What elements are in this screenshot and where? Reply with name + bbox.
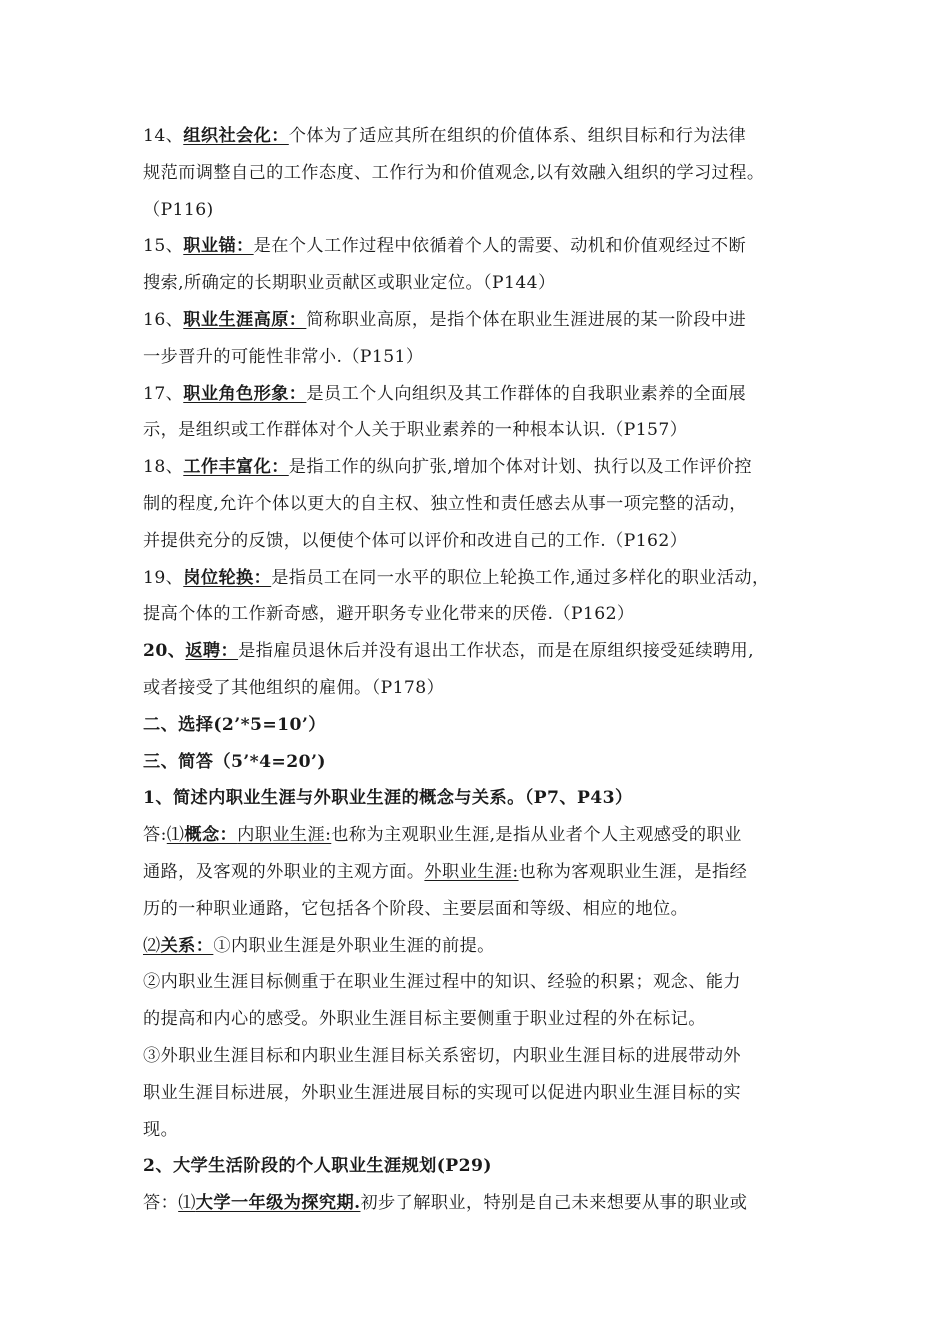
definition-text: 是在个人工作过程中依循着个人的需要、动机和价值观经过不断 (253, 236, 747, 257)
q1-answer-line-1 (143, 817, 813, 854)
item-number: 15、 (143, 236, 184, 257)
item-number: 17、 (143, 383, 184, 404)
q2-answer-line-1 (143, 1185, 813, 1222)
item-14-line-1 (143, 118, 813, 155)
item-18-line-2: 制的程度,允许个体以更大的自主权、独立性和责任感去从事一项完整的活动， (143, 493, 747, 514)
q1-relation-line-5: 职业生涯目标进展，外职业生涯进展目标的实现可以促进内职业生涯目标的实 (143, 1082, 741, 1103)
q1-relation-line-1 (143, 928, 813, 965)
circled-number: ⑵ (143, 935, 161, 956)
answer-text: ①内职业生涯是外职业生涯的前提。 (213, 935, 495, 956)
definition-text: 是指雇员退休后并没有退出工作状态，而是在原组织接受延续聘用, (238, 641, 754, 662)
inner-career-term: 内职业生涯: (237, 825, 332, 846)
definition-text: 简称职业高原，是指个体在职业生涯进展的某一阶段中进 (306, 309, 747, 330)
definition-text: 是指工作的纵向扩张,增加个体对计划、执行以及工作评价控 (288, 457, 752, 478)
section-heading-short-answer: 三、简答（5’*4=20’) (143, 751, 326, 772)
item-15-line-2: 搜索,所确定的长期职业贡献区或职业定位。（P144） (143, 273, 556, 294)
item-number: 19、 (143, 567, 184, 588)
item-18-line-3: 并提供充分的反馈，以便使个体可以评价和改进自己的工作.（P162） (143, 530, 688, 551)
item-number: 20、 (143, 641, 186, 662)
answer-prefix: 答: (143, 825, 167, 846)
answer-text: 通路，及客观的外职业的主观方面。 (143, 861, 425, 882)
item-16-line-1 (143, 302, 813, 339)
item-number: 18、 (143, 457, 184, 478)
item-20-line-1 (143, 633, 813, 670)
item-17-line-1 (143, 376, 813, 413)
circled-number: ⑴ (178, 1193, 196, 1214)
question-2-title: 2、大学生活阶段的个人职业生涯规划(P29) (143, 1156, 492, 1177)
q1-relation-line-2: ②内职业生涯目标侧重于在职业生涯过程中的知识、经验的积累；观念、能力 (143, 972, 741, 993)
item-15-line-1 (143, 228, 813, 265)
q1-answer-line-2 (143, 854, 813, 891)
outer-career-term: 外职业生涯: (424, 861, 519, 882)
answer-prefix: 答： (143, 1193, 179, 1214)
answer-text: 初步了解职业，特别是自己未来想要从事的职业或 (360, 1193, 748, 1214)
section-heading-choice: 二、选择(2’*5=10’） (143, 714, 326, 735)
definition-text: 是员工个人向组织及其工作群体的自我职业素养的全面展 (306, 383, 747, 404)
q1-relation-line-3: 的提高和内心的感受。外职业生涯目标主要侧重于职业过程的外在标记。 (143, 1009, 706, 1030)
item-14-line-3: （P116) (143, 199, 214, 220)
q1-relation-line-4: ③外职业生涯目标和内职业生涯目标关系密切，内职业生涯目标的进展带动外 (143, 1045, 741, 1066)
concept-label: 概念： (184, 825, 238, 846)
answer-text: 也称为客观职业生涯，是指经 (518, 861, 748, 882)
q1-answer-line-3: 历的一种职业通路，它包括各个阶段、主要层面和等级、相应的地位。 (143, 898, 689, 919)
q1-relation-line-6: 现。 (143, 1119, 179, 1140)
question-1-title: 1、简述内职业生涯与外职业生涯的概念与关系。（P7、P43） (143, 788, 633, 809)
item-17-line-2: 示，是组织或工作群体对个人关于职业素养的一种根本认识.（P157） (143, 420, 688, 441)
term-label: 职业锚： (183, 236, 254, 257)
definition-text: 是指员工在同一水平的职位上轮换工作,通过多样化的职业活动， (271, 567, 770, 588)
item-20-line-2: 或者接受了其他组织的雇佣。（P178） (143, 677, 445, 698)
term-label: 返聘： (185, 641, 239, 662)
definition-text: 个体为了适应其所在组织的价值体系、组织目标和行为法律 (288, 126, 747, 146)
term-label: 工作丰富化： (183, 457, 289, 478)
term-label: 职业角色形象： (183, 383, 307, 404)
item-18-line-1 (143, 449, 813, 486)
item-number: 14、 (143, 126, 184, 146)
item-19-line-1 (143, 560, 813, 597)
document-body (143, 118, 813, 1222)
item-16-line-2: 一步晋升的可能性非常小.（P151） (143, 346, 424, 367)
item-number: 16、 (143, 309, 184, 330)
term-label: 组织社会化： (183, 126, 289, 146)
relation-label: 关系： (160, 935, 214, 956)
item-19-line-2: 提高个体的工作新奇感，避开职务专业化带来的厌倦.（P162） (143, 604, 635, 625)
stage-label: 大学一年级为探究期. (195, 1193, 361, 1214)
term-label: 岗位轮换： (183, 567, 272, 588)
answer-text: 也称为主观职业生涯,是指从业者个人主观感受的职业 (331, 825, 742, 846)
term-label: 职业生涯高原： (183, 309, 307, 330)
circled-number: ⑴ (166, 825, 185, 846)
item-14-line-2: 规范而调整自己的工作态度、工作行为和价值观念,以有效融入组织的学习过程。 (143, 162, 765, 183)
